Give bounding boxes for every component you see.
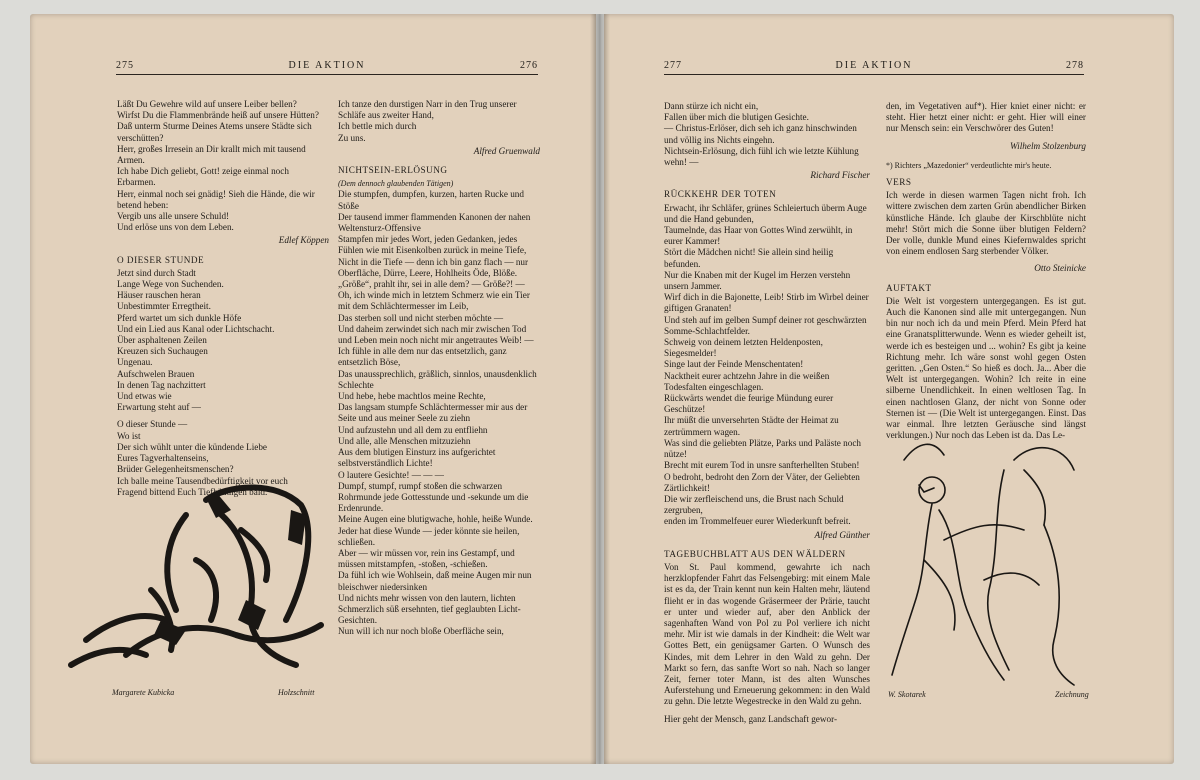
running-title-left: DIE AKTION [288,60,366,71]
poem-line: Aus dem blutigen Einsturz ins aufgerichtet selbstverständlich Lichte! [338,447,496,469]
poem-line: Häuser rauschen heran [117,290,201,301]
poem-line: Das langsam stumpfe Schlächtermesser mir aus der Seite und aus meiner Seele zu ziehn [338,402,528,424]
right-column-2 [886,101,1086,447]
right-column-1 [664,101,870,731]
prose-paragraph: Die Welt ist vorgestern untergegangen. Es ist gut. Auch die Kanonen sind alle mit untergegangen. Nun bin nur noch ich da und mein Pferd. Mein Pferd hat eine Granatsplitterwunde. Wenn es wieder geheilt ist, werde ich es besteigen und ... wohin? Es gibt ja keine Richtung mehr. Ich wäre sonst wohl gegen Osten geritten. „Gen Osten.“ So hieß es doch. Ja... Aber die Welt ist untergegangen. Wohin? Ich reite in eine silberne Unendlichkeit. In einen weltlosen Tag. In einen nachtlosen Glanz, der nicht von Sonne oder Sternen ist — (Die Welt ist untergegangen. Einst. Das war einmal. Ihre letzten Geräusche sind längst verklungen.) Nur noch das Leben ist da. Das Le- [886,295,1086,441]
poem-line: Nicht in die Tiefe — denn ich bin ganz flach — nur Oberfläche, Dürre, Leere, Hohlheits Öde, Blöße. [338,256,529,278]
poem-line: Was sind die geliebten Plätze, Parks und Paläste noch nütze! [664,437,862,460]
footnote: *) Richters „Mazedonier“ verdeutlichte mir's heute. [886,160,1052,170]
author-signature: Alfred Gruenwald [473,145,540,156]
poem-line: Ich habe Dich geliebt, Gott! zeige einmal noch Erbarmen. [117,166,289,188]
poem-line: Unbestimmter Erregtheit. [117,301,211,312]
poem-heading: NICHTSEIN-ERLÖSUNG [338,165,448,176]
poem-line: O bedroht, bedroht den Zorn der Väter, der Geliebten Zärtlichkeit! [664,471,860,493]
poem-line: Der tausend immer flammenden Kanonen der nahen Weltensturz-Offensive [338,211,531,234]
illustration-kind-right: Zeichnung [1055,690,1089,699]
poem-line: Und alle, alle Menschen mitzuziehn [338,435,471,446]
poem-line: Oh, ich winde mich in letztem Schmerz wie ein Tier mit dem Schlächtermesser im Leib, [338,290,530,312]
poem-line: Und steh auf im gelben Sumpf deiner rot geschwärzten Somme-Schlachtfelder. [664,314,867,336]
poem-line: Dumpf, stumpf, rumpf stoßen die schwarzen Rohrmunde jede Gottesstunde und -sekunde um die Erdenrunde. [338,480,529,514]
woodcut-illustration [66,470,336,680]
poem-line: Pferd wartet um sich dunkle Höfe [117,312,242,323]
poem-lines [664,203,870,528]
poem-line: Und daheim zerwindet sich nach mir zwischen Tod und Leben mein noch nicht mir angetrautes Weib! — [338,323,534,346]
book-gutter [590,14,610,764]
poem-line: — Christus-Erlöser, dich seh ich ganz hinschwinden und völlig ins Nichts eingehn. [664,123,857,145]
poem-line: Ungenau. [117,357,153,368]
poem-line: Erwartung steht auf — [117,402,201,413]
poem-line: Läßt Du Gewehre wild auf unsere Leiber bellen? [117,99,297,109]
poem-line: Zu uns. [338,132,366,143]
poem-line: Dann stürze ich nicht ein, [664,101,759,111]
prose-paragraph: Ich werde in diesen warmen Tagen nicht froh. Ich wittere zwischen dem zarten Grün abendlicher Birken künstliche Hände. Ich glaube der Kirschblüte nicht mehr! Stört mich die Sonne über blutigen Feldern? Der volle, dunkle Mund eines Kiefernwaldes spricht von einem endlosen Sarg sterbender Völker. [886,190,1086,257]
poem-line: Herr, einmal noch sei gnädig! Sieh die Hände, die wir betend heben: [117,188,315,210]
poem-lines [338,99,540,144]
poem-line: Fragend bittend Euch Tiefhändigen bald. [117,486,268,497]
illustration-kind-left: Holzschnitt [278,688,315,697]
poem-line: Eures Tagverhaltenseins, [117,453,209,464]
poem-line: Und nichts mehr wissen von den lautern, lichten [338,592,516,603]
author-signature: Edlef Köppen [278,235,329,246]
poem-line: Ihr müßt die unversehrten Städte der Heimat zu zertrümmern wagen. [664,415,839,437]
poem-line: Brüder Gelegenheitsmenschen? [117,464,234,475]
page-number-276: 276 [520,60,538,71]
prose-heading: TAGEBUCHBLATT AUS DEN WÄLDERN [664,548,846,559]
author-signature: Otto Steinicke [1034,263,1086,274]
poem-line: Das sterben soll und nicht sterben möchte — [338,312,504,323]
poem-line: Jeder hat diese Wunde — jeder könnte sie heilen, schließen. [338,525,520,547]
poem-line: In denen Tag nachzittert [117,379,206,390]
poem-line: Das unaussprechlich, gräßlich, sinnlos, unausdenklich Schlechte [338,368,537,390]
illustration-artist-left: Margarete Kubicka [112,688,175,697]
author-signature: Alfred Günther [814,529,870,540]
poem-lines [664,101,870,168]
page-number-277: 277 [664,60,682,71]
illustration-artist-right: W. Skotarek [888,690,926,699]
poem-line: Jetzt sind durch Stadt [117,267,196,278]
page-number-275: 275 [116,60,134,71]
poem-line: Schmerzlich süß ersehnten, tief geglaubten Licht-Gesichten. [338,603,521,626]
left-column-2 [338,99,540,638]
prose-paragraph: Hier geht der Mensch, ganz Landschaft gewor- [664,713,838,724]
poem-line: Der sich wühlt unter die kündende Liebe [117,441,268,452]
poem-line: Vergib uns alle unsere Schuld! [117,211,230,222]
poem-line: Fallen über mich die blutigen Gesichte. [664,112,809,123]
poem-heading: RÜCKKEHR DER TOTEN [664,189,777,200]
poem-line: Brecht mit eurem Tod in unsre sanfterhellten Stuben! [664,460,860,471]
poem-line: Ich tanze den durstigen Narr in den Trug unserer [338,99,517,109]
poem-line: enden im Trommelfeuer eurer Wiederkunft befreit. [664,516,851,527]
poem-lines [117,268,329,414]
left-column-1 [117,99,329,498]
poem-line: Nacktheit eurer achtzehn Jahre in die weißen Todesfalten eingeschlagen. [664,370,830,392]
poem-line: Wirf dich in die Bajonette, Leib! Stirb im Wirbel deiner giftigen Granaten! [664,292,869,314]
poem-line: Meine Augen eine blutigwache, hohle, heiße Wunde. [338,514,533,525]
poem-line: Ich fühle in alle dem nur das entsetzlich, ganz entsetzlich Böse, [338,346,507,368]
poem-dedication: (Dem dennoch glaubenden Tätigen) [338,179,454,189]
poem-line: Lange Wege von Suchenden. [117,279,224,290]
page-number-278: 278 [1066,60,1084,71]
poem-line: Aufschwelen Brauen [117,368,195,379]
poem-line: Wirfst Du die Flammenbrände heiß auf unsere Hütten? [117,110,319,121]
poem-lines [338,189,540,637]
poem-line: Nichtsein-Erlösung, dich fühl ich wie letzte Kühlung wehn! — [664,145,859,168]
poem-line: Herr, großes Irresein an Dir krallt mich mit tausend Armen. [117,143,306,166]
poem-line: Und erlöse uns von dem Leben. [117,222,234,233]
poem-line: Nur die Knaben mit der Kugel im Herzen verstehn unsern Jammer. [664,269,851,292]
poem-line: Und aufzustehn und all dem zu entfliehn [338,424,488,435]
line-drawing-illustration [884,430,1094,690]
poem-line: Ich balle meine Tausendbedürftigkeit vor euch [117,475,288,486]
poem-heading: VERS [886,177,912,188]
poem-line: Wo ist [117,430,141,441]
poem-heading: O DIESER STUNDE [117,254,205,265]
author-signature: Wilhelm Stolzenburg [1010,140,1086,151]
poem-line: O dieser Stunde — [117,419,188,430]
poem-line: Die stumpfen, dumpfen, kurzen, harten Rucke und Stöße [338,189,524,211]
poem-line: Aber — wir müssen vor, rein ins Gestampf, und müssen mitstampfen, -stoßen, -schießen. [338,547,515,570]
left-page-header [116,60,538,75]
poem-line: Erwacht, ihr Schläfer, grünes Schleiertuch überm Auge und die Hand gebunden, [664,202,867,224]
poem-line: Und hebe, hebe machtlos meine Rechte, [338,391,486,402]
poem-line: „Größe“, prahlt ihr, sei in alle dem? — Größe?! — [338,279,525,290]
poem-line: Die wir zerfleischend uns, die Brust nach Schuld zergruben, [664,493,844,516]
poem-line: Stampfen mir jedes Wort, jeden Gedanken, jedes Fühlen wie mit Eisenkolben zurück in meine Tiefe, [338,234,527,256]
right-page-header [664,60,1084,75]
poem-line: Schläfe aus zweiter Hand, [338,110,434,121]
poem-line: Taumelnde, das Haar von Gottes Wind zerwühlt, in eurer Kammer! [664,225,853,247]
poem-line: Nun will ich nur noch bloße Oberfläche sein, [338,626,504,637]
poem-line: Und etwas wie [117,391,172,402]
poem-line: Und ein Lied aus Kanal oder Lichtschacht. [117,323,275,334]
poem-line: Singe laut der Feinde Menschentaten! [664,359,804,370]
poem-line: Rückwärts wendet die feurige Mündung eurer Geschütze! [664,393,834,415]
poem-line: Kreuzen sich Suchaugen [117,346,208,357]
poem-line: Da fühl ich wie Wohlsein, daß meine Augen mir nun bleischwer niedersinken [338,570,532,592]
poem-line: Ich bettle mich durch [338,121,417,132]
poem-lines [117,99,329,233]
poem-line: Daß unterm Sturme Deines Atems unsere Städte sich verschütten? [117,121,312,143]
prose-paragraph: Von St. Paul kommend, gewahrte ich nach herzklopfender Fahrt das Felsengebirg: mit einem Male ist es da, der Train kennt nun kein Halten mehr, läutend flieht er in das wogende Gräsermeer der Prärie, taucht er unter und wieder auf, aber den Anblick der sagenhaften Wand von Pol zu Pol verliere ich nicht mehr. Mir ist wie damals in der Kindheit: die Welt war Gottes Bett, ein genügsamer Garten. O Wunsch des Kindes, mit dem Lehrer in den Wald zu gehn. Der Markt so fern, das sanfte Wort so nah. Nach so langer Zeit, ferner toter Mann, ist des alten Wunsches Auferstehung und Erneuerung gekommen: in den Wald zu gehn. Die letzte Wegestrecke in den Wald zu gehn. [664,561,870,707]
poem-line: Schweig von deinem letzten Heldenposten, Siegesmelder! [664,337,823,359]
poem-line: Stört die Mädchen nicht! Sie allein sind heilig befunden. [664,247,834,269]
running-title-right: DIE AKTION [835,60,913,71]
prose-paragraph: den, im Vegetativen auf*). Hier kniet einer nicht: er steht. Hier hetzt einer nicht: er geht. Hier will einer nur Mensch sein: ein Verschwörer des Guten! [886,101,1086,134]
prose-heading: AUFTAKT [886,282,932,293]
poem-line: Über asphaltenen Zeilen [117,335,207,346]
poem-line: O lautere Gesichte! — — — [338,469,444,480]
author-signature: Richard Fischer [810,170,870,181]
